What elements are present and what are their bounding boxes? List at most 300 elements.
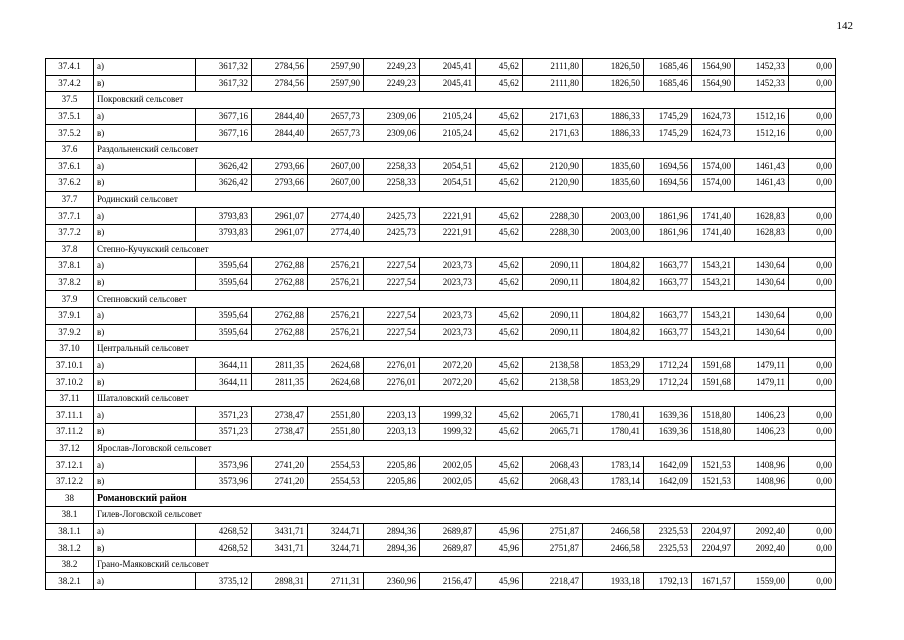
value-cell: 0,00 [789, 158, 836, 175]
district-header-row [46, 490, 836, 507]
value-cell: 2751,87 [523, 523, 583, 540]
row-label: в) [94, 374, 196, 391]
row-code: 37.11.1 [46, 407, 94, 424]
row-label: в) [94, 274, 196, 291]
value-cell: 1642,09 [644, 457, 692, 474]
value-cell: 45,96 [476, 540, 523, 557]
value-cell: 1574,00 [692, 158, 735, 175]
value-cell: 1479,11 [735, 374, 789, 391]
value-cell: 3644,11 [196, 357, 252, 374]
table-row [46, 473, 836, 490]
value-cell: 2597,90 [308, 59, 364, 76]
value-cell: 0,00 [789, 208, 836, 225]
value-cell: 3644,11 [196, 374, 252, 391]
section-name: Центральный сельсовет [94, 341, 836, 358]
row-code: 38.2.1 [46, 573, 94, 590]
section-name: Шаталовский сельсовет [94, 390, 836, 407]
value-cell: 1461,43 [735, 158, 789, 175]
value-cell: 1804,82 [583, 324, 644, 341]
value-cell: 1792,13 [644, 573, 692, 590]
value-cell: 2657,73 [308, 125, 364, 142]
value-cell: 3793,83 [196, 224, 252, 241]
value-cell: 3617,32 [196, 59, 252, 76]
table-row [46, 324, 836, 341]
row-label: а) [94, 158, 196, 175]
row-code: 38.1.2 [46, 540, 94, 557]
value-cell: 1624,73 [692, 125, 735, 142]
value-cell: 1694,56 [644, 158, 692, 175]
section-name: Покровский сельсовет [94, 92, 836, 109]
table-row [46, 158, 836, 175]
row-code: 37.6.1 [46, 158, 94, 175]
row-code: 37.7 [46, 191, 94, 208]
value-cell: 1518,80 [692, 407, 735, 424]
value-cell: 1804,82 [583, 307, 644, 324]
row-label: а) [94, 108, 196, 125]
row-label: а) [94, 573, 196, 590]
row-label: в) [94, 224, 196, 241]
value-cell: 1430,64 [735, 307, 789, 324]
row-code: 37.8.2 [46, 274, 94, 291]
value-cell: 2003,00 [583, 208, 644, 225]
value-cell: 1933,18 [583, 573, 644, 590]
row-label: а) [94, 407, 196, 424]
value-cell: 4268,52 [196, 540, 252, 557]
value-cell: 0,00 [789, 523, 836, 540]
value-cell: 2092,40 [735, 540, 789, 557]
value-cell: 2105,24 [420, 108, 476, 125]
section-header-row [46, 291, 836, 308]
value-cell: 3677,16 [196, 125, 252, 142]
table-row [46, 258, 836, 275]
value-cell: 0,00 [789, 407, 836, 424]
value-cell: 2844,40 [252, 125, 308, 142]
row-code: 38.2 [46, 556, 94, 573]
value-cell: 2276,01 [364, 357, 420, 374]
value-cell: 2466,58 [583, 540, 644, 557]
value-cell: 1430,64 [735, 274, 789, 291]
value-cell: 2045,41 [420, 59, 476, 76]
value-cell: 1639,36 [644, 407, 692, 424]
value-cell: 2045,41 [420, 75, 476, 92]
value-cell: 45,62 [476, 274, 523, 291]
value-cell: 2120,90 [523, 158, 583, 175]
value-cell: 2249,23 [364, 59, 420, 76]
value-cell: 1430,64 [735, 324, 789, 341]
value-cell: 2002,05 [420, 457, 476, 474]
value-cell: 2002,05 [420, 473, 476, 490]
value-cell: 2325,53 [644, 540, 692, 557]
value-cell: 45,62 [476, 457, 523, 474]
value-cell: 1521,53 [692, 473, 735, 490]
value-cell: 1564,90 [692, 59, 735, 76]
section-name: Степновский сельсовет [94, 291, 836, 308]
value-cell: 2762,88 [252, 324, 308, 341]
row-label: в) [94, 424, 196, 441]
value-cell: 3431,71 [252, 540, 308, 557]
value-cell: 45,62 [476, 75, 523, 92]
value-cell: 2894,36 [364, 523, 420, 540]
value-cell: 1564,90 [692, 75, 735, 92]
value-cell: 2762,88 [252, 258, 308, 275]
value-cell: 1685,46 [644, 59, 692, 76]
value-cell: 3595,64 [196, 324, 252, 341]
row-code: 37.12.1 [46, 457, 94, 474]
table-row [46, 457, 836, 474]
row-code: 37.7.1 [46, 208, 94, 225]
row-code: 38.1.1 [46, 523, 94, 540]
value-cell: 2205,86 [364, 457, 420, 474]
section-name: Раздольненский сельсовет [94, 141, 836, 158]
value-cell: 2065,71 [523, 424, 583, 441]
value-cell: 0,00 [789, 224, 836, 241]
value-cell: 2425,73 [364, 208, 420, 225]
value-cell: 1835,60 [583, 158, 644, 175]
value-cell: 1452,33 [735, 59, 789, 76]
value-cell: 2624,68 [308, 374, 364, 391]
value-cell: 2425,73 [364, 224, 420, 241]
value-cell: 2961,07 [252, 208, 308, 225]
value-cell: 3573,96 [196, 473, 252, 490]
value-cell: 3595,64 [196, 258, 252, 275]
value-cell: 1543,21 [692, 324, 735, 341]
value-cell: 1512,16 [735, 108, 789, 125]
value-cell: 2065,71 [523, 407, 583, 424]
value-cell: 45,62 [476, 424, 523, 441]
table-row [46, 125, 836, 142]
value-cell: 2203,13 [364, 424, 420, 441]
value-cell: 2793,66 [252, 158, 308, 175]
value-cell: 1741,40 [692, 224, 735, 241]
row-code: 37.7.2 [46, 224, 94, 241]
table-row [46, 357, 836, 374]
value-cell: 2741,20 [252, 473, 308, 490]
value-cell: 2171,63 [523, 108, 583, 125]
section-header-row [46, 92, 836, 109]
value-cell: 45,62 [476, 208, 523, 225]
value-cell: 45,62 [476, 407, 523, 424]
section-name: Степно-Кучукский сельсовет [94, 241, 836, 258]
value-cell: 2138,58 [523, 374, 583, 391]
value-cell: 2054,51 [420, 158, 476, 175]
value-cell: 2576,21 [308, 258, 364, 275]
value-cell: 0,00 [789, 59, 836, 76]
value-cell: 0,00 [789, 324, 836, 341]
value-cell: 0,00 [789, 457, 836, 474]
value-cell: 1826,50 [583, 75, 644, 92]
row-code: 37.10.1 [46, 357, 94, 374]
value-cell: 2120,90 [523, 175, 583, 192]
value-cell: 2258,33 [364, 158, 420, 175]
value-cell: 2554,53 [308, 473, 364, 490]
value-cell: 2023,73 [420, 307, 476, 324]
value-cell: 2762,88 [252, 307, 308, 324]
value-cell: 0,00 [789, 374, 836, 391]
value-cell: 45,62 [476, 473, 523, 490]
value-cell: 1406,23 [735, 424, 789, 441]
table-row [46, 573, 836, 590]
value-cell: 2288,30 [523, 224, 583, 241]
row-code: 37.8.1 [46, 258, 94, 275]
value-cell: 1741,40 [692, 208, 735, 225]
value-cell: 0,00 [789, 175, 836, 192]
value-cell: 1804,82 [583, 258, 644, 275]
row-label: в) [94, 75, 196, 92]
table-row [46, 424, 836, 441]
value-cell: 2738,47 [252, 424, 308, 441]
value-cell: 2784,56 [252, 75, 308, 92]
value-cell: 1745,29 [644, 108, 692, 125]
value-cell: 2554,53 [308, 457, 364, 474]
value-cell: 0,00 [789, 108, 836, 125]
value-cell: 2072,20 [420, 357, 476, 374]
value-cell: 0,00 [789, 75, 836, 92]
value-cell: 2288,30 [523, 208, 583, 225]
value-cell: 2023,73 [420, 258, 476, 275]
value-cell: 1624,73 [692, 108, 735, 125]
value-cell: 2689,87 [420, 540, 476, 557]
table-row [46, 274, 836, 291]
section-name: Ярослав-Логовской сельсовет [94, 440, 836, 457]
value-cell: 2090,11 [523, 307, 583, 324]
value-cell: 1663,77 [644, 307, 692, 324]
value-cell: 1639,36 [644, 424, 692, 441]
row-code: 37.8 [46, 241, 94, 258]
table-row [46, 307, 836, 324]
row-label: а) [94, 59, 196, 76]
value-cell: 1642,09 [644, 473, 692, 490]
value-cell: 1663,77 [644, 324, 692, 341]
value-cell: 2576,21 [308, 307, 364, 324]
value-cell: 2138,58 [523, 357, 583, 374]
value-cell: 45,62 [476, 307, 523, 324]
value-cell: 1886,33 [583, 108, 644, 125]
value-cell: 2090,11 [523, 324, 583, 341]
value-cell: 2276,01 [364, 374, 420, 391]
value-cell: 1628,83 [735, 224, 789, 241]
value-cell: 3595,64 [196, 307, 252, 324]
value-cell: 2711,31 [308, 573, 364, 590]
value-cell: 2203,13 [364, 407, 420, 424]
value-cell: 45,62 [476, 374, 523, 391]
value-cell: 0,00 [789, 307, 836, 324]
table-row [46, 108, 836, 125]
value-cell: 1663,77 [644, 274, 692, 291]
value-cell: 3244,71 [308, 523, 364, 540]
row-code: 37.10.2 [46, 374, 94, 391]
row-label: а) [94, 307, 196, 324]
value-cell: 2466,58 [583, 523, 644, 540]
value-cell: 1591,68 [692, 357, 735, 374]
value-cell: 1479,11 [735, 357, 789, 374]
table-row [46, 175, 836, 192]
value-cell: 1591,68 [692, 374, 735, 391]
page-number: 142 [836, 20, 853, 32]
value-cell: 45,62 [476, 224, 523, 241]
value-cell: 0,00 [789, 473, 836, 490]
value-cell: 2597,90 [308, 75, 364, 92]
value-cell: 2111,80 [523, 59, 583, 76]
value-cell: 1783,14 [583, 457, 644, 474]
row-code: 38.1 [46, 507, 94, 524]
value-cell: 2218,47 [523, 573, 583, 590]
value-cell: 2227,54 [364, 274, 420, 291]
value-cell: 1628,83 [735, 208, 789, 225]
table-row [46, 75, 836, 92]
value-cell: 2171,63 [523, 125, 583, 142]
section-name: Родинский сельсовет [94, 191, 836, 208]
value-cell: 2258,33 [364, 175, 420, 192]
value-cell: 1780,41 [583, 424, 644, 441]
value-cell: 2227,54 [364, 258, 420, 275]
value-cell: 3626,42 [196, 158, 252, 175]
value-cell: 0,00 [789, 274, 836, 291]
value-cell: 2204,97 [692, 540, 735, 557]
value-cell: 2784,56 [252, 59, 308, 76]
row-code: 37.12 [46, 440, 94, 457]
value-cell: 2227,54 [364, 324, 420, 341]
value-cell: 2092,40 [735, 523, 789, 540]
table-row [46, 523, 836, 540]
value-cell: 2793,66 [252, 175, 308, 192]
value-cell: 2576,21 [308, 324, 364, 341]
value-cell: 2221,91 [420, 208, 476, 225]
value-cell: 2205,86 [364, 473, 420, 490]
row-code: 37.9.1 [46, 307, 94, 324]
tariff-table [45, 58, 836, 590]
row-label: в) [94, 473, 196, 490]
value-cell: 45,62 [476, 357, 523, 374]
section-header-row [46, 390, 836, 407]
value-cell: 0,00 [789, 424, 836, 441]
row-label: в) [94, 540, 196, 557]
value-cell: 2309,06 [364, 108, 420, 125]
table-row [46, 407, 836, 424]
row-code: 37.5.1 [46, 108, 94, 125]
value-cell: 1461,43 [735, 175, 789, 192]
value-cell: 4268,52 [196, 523, 252, 540]
value-cell: 45,62 [476, 158, 523, 175]
value-cell: 3573,96 [196, 457, 252, 474]
value-cell: 2227,54 [364, 307, 420, 324]
value-cell: 2003,00 [583, 224, 644, 241]
value-cell: 2607,00 [308, 175, 364, 192]
value-cell: 1408,96 [735, 473, 789, 490]
value-cell: 2894,36 [364, 540, 420, 557]
value-cell: 1783,14 [583, 473, 644, 490]
row-code: 37.5.2 [46, 125, 94, 142]
section-name: Гилев-Логовской сельсовет [94, 507, 836, 524]
row-code: 37.4.1 [46, 59, 94, 76]
value-cell: 3431,71 [252, 523, 308, 540]
value-cell: 1521,53 [692, 457, 735, 474]
value-cell: 1543,21 [692, 307, 735, 324]
row-code: 37.4.2 [46, 75, 94, 92]
value-cell: 1406,23 [735, 407, 789, 424]
value-cell: 2204,97 [692, 523, 735, 540]
section-name: Грано-Маяковский сельсовет [94, 556, 836, 573]
row-label: в) [94, 125, 196, 142]
value-cell: 2068,43 [523, 473, 583, 490]
table-row [46, 224, 836, 241]
value-cell: 2090,11 [523, 274, 583, 291]
row-label: в) [94, 324, 196, 341]
value-cell: 0,00 [789, 357, 836, 374]
row-code: 37.11.2 [46, 424, 94, 441]
row-code: 37.6.2 [46, 175, 94, 192]
value-cell: 2844,40 [252, 108, 308, 125]
value-cell: 45,96 [476, 523, 523, 540]
value-cell: 2072,20 [420, 374, 476, 391]
row-code: 37.10 [46, 341, 94, 358]
value-cell: 3244,71 [308, 540, 364, 557]
value-cell: 2054,51 [420, 175, 476, 192]
value-cell: 1518,80 [692, 424, 735, 441]
value-cell: 0,00 [789, 573, 836, 590]
table-row [46, 374, 836, 391]
value-cell: 2221,91 [420, 224, 476, 241]
value-cell: 45,62 [476, 59, 523, 76]
row-code: 37.9.2 [46, 324, 94, 341]
row-label: а) [94, 457, 196, 474]
value-cell: 2249,23 [364, 75, 420, 92]
row-code: 37.5 [46, 92, 94, 109]
value-cell: 1694,56 [644, 175, 692, 192]
row-label: а) [94, 357, 196, 374]
value-cell: 1835,60 [583, 175, 644, 192]
value-cell: 1861,96 [644, 208, 692, 225]
value-cell: 3617,32 [196, 75, 252, 92]
value-cell: 1408,96 [735, 457, 789, 474]
section-header-row [46, 141, 836, 158]
row-code: 37.9 [46, 291, 94, 308]
value-cell: 2689,87 [420, 523, 476, 540]
section-name: Романовский район [94, 490, 836, 507]
value-cell: 2741,20 [252, 457, 308, 474]
value-cell: 2898,31 [252, 573, 308, 590]
value-cell: 2576,21 [308, 274, 364, 291]
value-cell: 1826,50 [583, 59, 644, 76]
value-cell: 0,00 [789, 258, 836, 275]
value-cell: 45,62 [476, 324, 523, 341]
section-header-row [46, 241, 836, 258]
value-cell: 3626,42 [196, 175, 252, 192]
value-cell: 0,00 [789, 540, 836, 557]
value-cell: 1861,96 [644, 224, 692, 241]
value-cell: 1886,33 [583, 125, 644, 142]
value-cell: 2111,80 [523, 75, 583, 92]
value-cell: 3595,64 [196, 274, 252, 291]
value-cell: 3793,83 [196, 208, 252, 225]
value-cell: 2068,43 [523, 457, 583, 474]
value-cell: 2360,96 [364, 573, 420, 590]
value-cell: 1430,64 [735, 258, 789, 275]
value-cell: 2105,24 [420, 125, 476, 142]
value-cell: 45,62 [476, 258, 523, 275]
row-label: в) [94, 175, 196, 192]
row-label: а) [94, 258, 196, 275]
value-cell: 1780,41 [583, 407, 644, 424]
value-cell: 45,62 [476, 175, 523, 192]
section-header-row [46, 191, 836, 208]
value-cell: 2023,73 [420, 274, 476, 291]
row-code: 38 [46, 490, 94, 507]
value-cell: 1452,33 [735, 75, 789, 92]
value-cell: 2624,68 [308, 357, 364, 374]
value-cell: 3735,12 [196, 573, 252, 590]
row-code: 37.11 [46, 390, 94, 407]
value-cell: 2774,40 [308, 224, 364, 241]
